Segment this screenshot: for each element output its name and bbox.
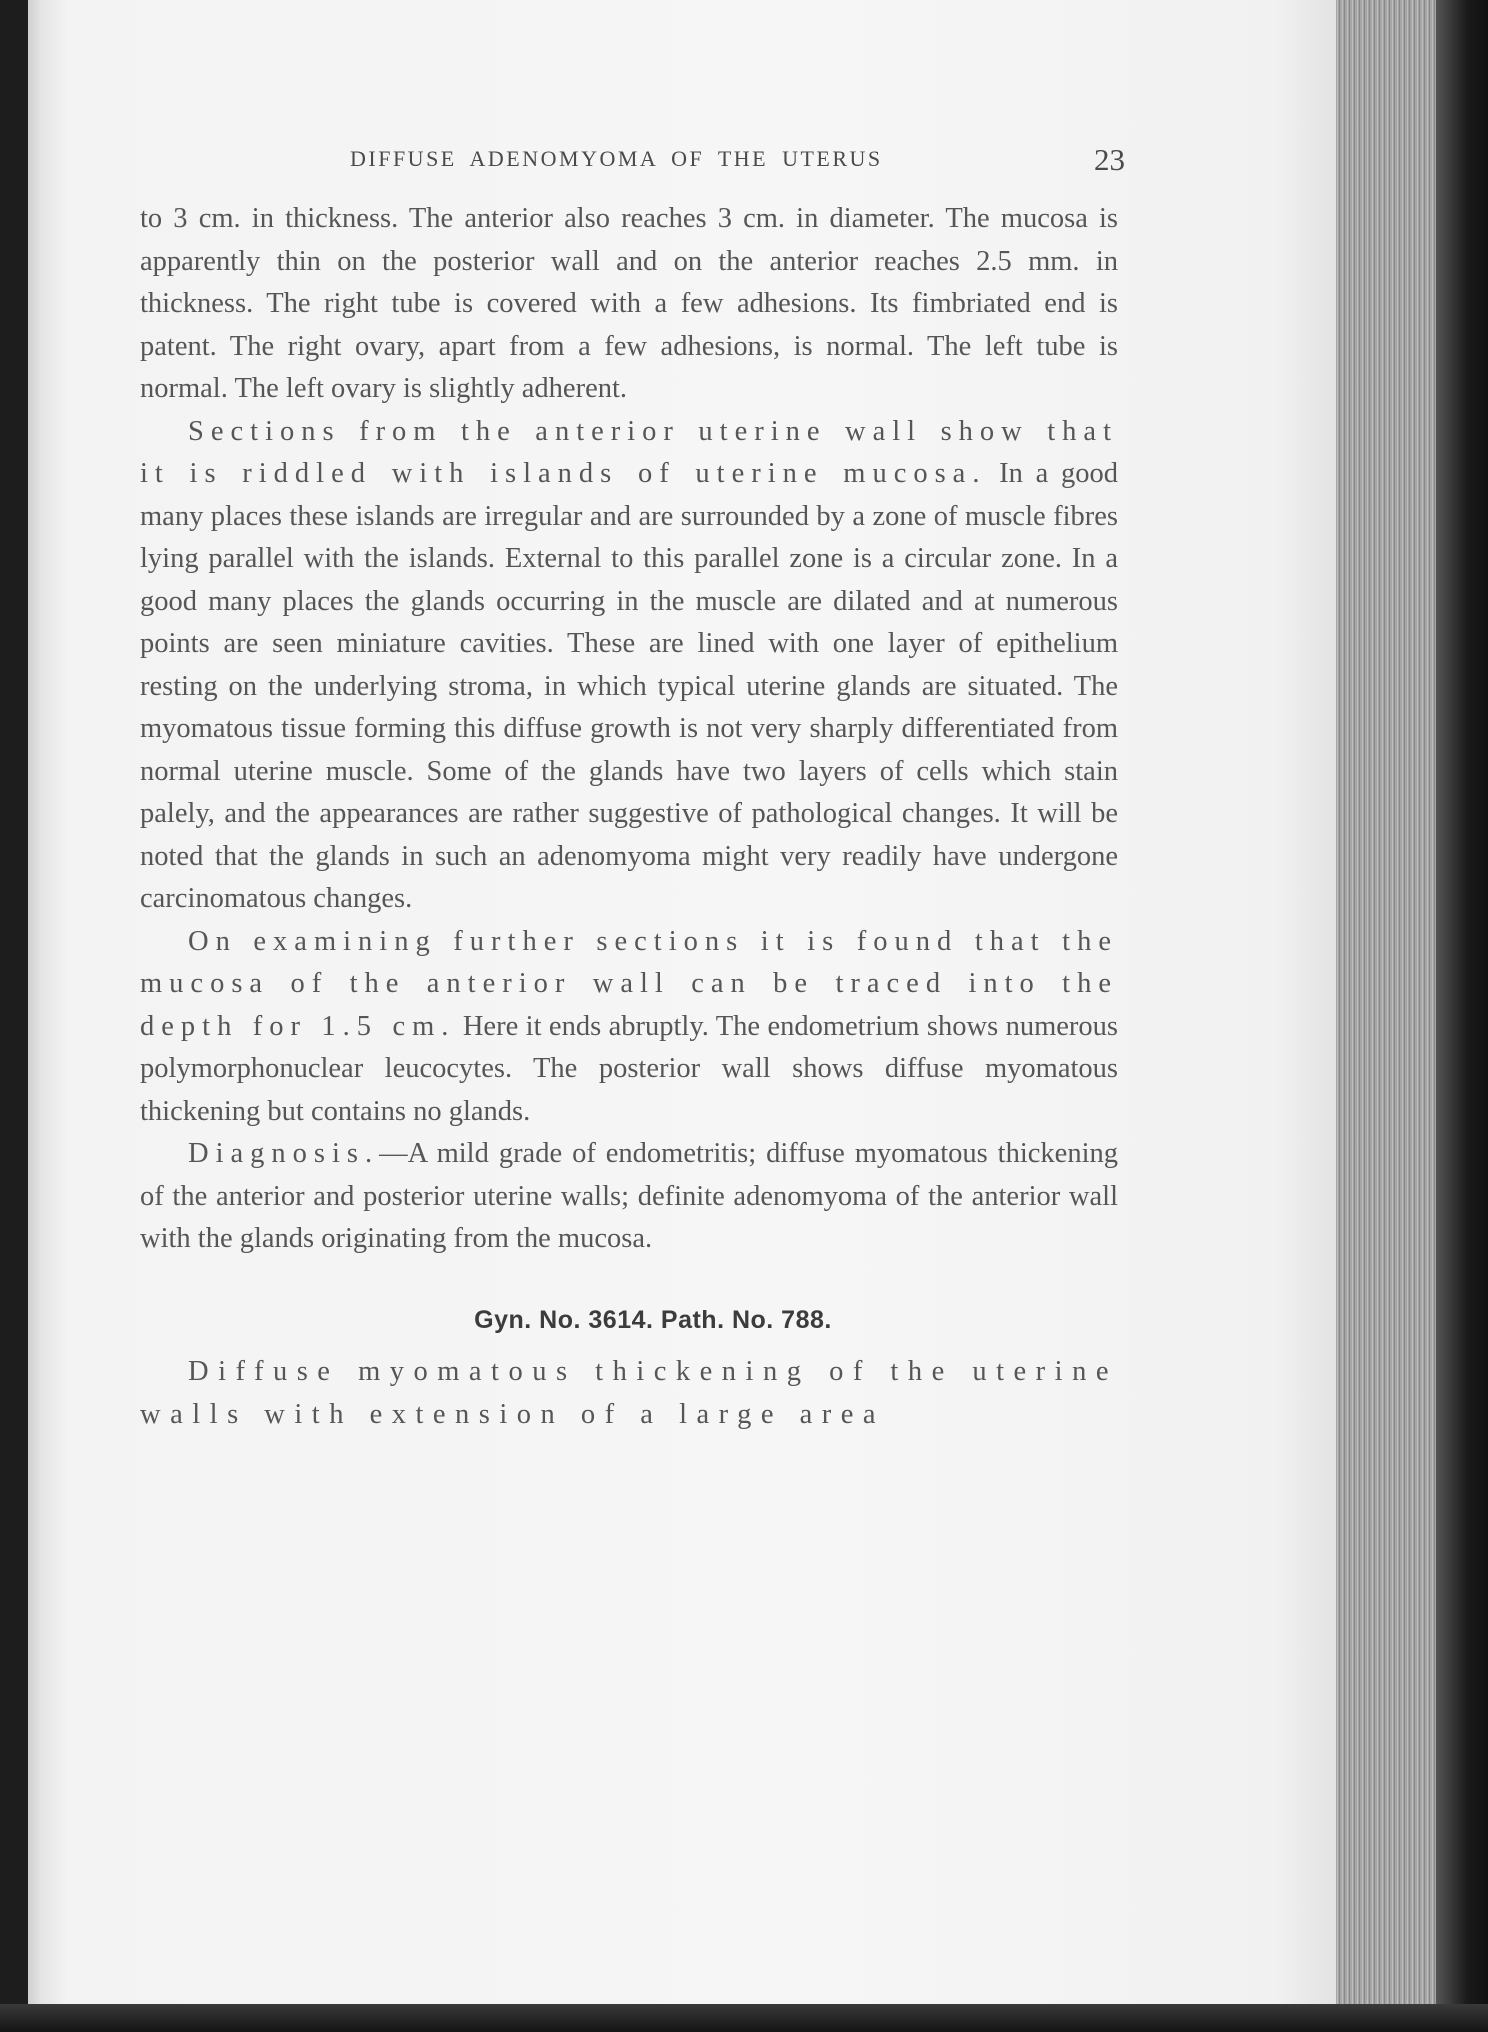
paragraph-lead: Sections from the anterior uterine wall show that it is riddled with islands of uterine mucosa. <box>140 415 1118 489</box>
paragraph-lead: Diagnosis. <box>188 1138 380 1169</box>
paragraph-text: Here it ends abruptly. The endometrium shows numerous polymorphonuclear leucocytes. The posterior wall shows diffuse myomatous thickening but contains no glands. <box>140 1010 1118 1127</box>
paragraph-sections <box>140 411 1118 921</box>
running-title: DIFFUSE ADENOMYOMA OF THE UTERUS <box>350 146 883 171</box>
paragraph-continuation <box>140 198 1118 411</box>
running-head <box>140 142 1125 182</box>
paragraph-lead: On examining further sections it is found that the mucosa of the anterior wall can be traced into the depth for 1.5 cm. <box>140 925 1118 1042</box>
case-heading: Gyn. No. 3614. Path. No. 788. <box>474 1305 832 1334</box>
paragraph-final <box>140 1351 1118 1436</box>
page-number: 23 <box>1094 142 1125 177</box>
paragraph-diagnosis <box>140 1133 1118 1261</box>
body-text <box>140 198 1118 1436</box>
paragraph-text: —A mild grade of endometritis; diffuse myomatous thickening of the anterior and posterior uterine walls; definite adenomyoma of the anterior wall with the glands originating from the mucosa. <box>140 1138 1118 1254</box>
paragraph-text: In a good many places these islands are irregular and are surrounded by a zone of muscle fibres lying parallel with the islands. External to this parallel zone is a circular zone. In a good many places the glands occurring in the muscle are dilated and at numerous points are seen miniature cavities. These are lined with one layer of epithelium resting on the underlying stroma, in which typical uterine glands are situated. The myomatous tissue forming this diffuse growth is not very sharply differentiated from normal uterine muscle. Some of the glands have two layers of cells which stain palely, and the appearances are rather suggestive of pathological changes. It will be noted that the glands in such an adenomyoma might very readily have undergone carcinomatous changes. <box>140 458 1119 914</box>
page-edges <box>1336 0 1436 2032</box>
paragraph-further-sections <box>140 921 1118 1134</box>
scan-bottom-edge <box>0 2004 1488 2032</box>
paragraph-text: to 3 cm. in thickness. The anterior also reaches 3 cm. in diameter. The mucosa is apparently thin on the posterior wall and on the anterior reaches 2.5 mm. in thickness. The right tube is covered with a few adhesions. Its fimbriated end is patent. The right ovary, apart from a few adhesions, is normal. The left tube is normal. The left ovary is slightly adherent. <box>140 203 1118 404</box>
paragraph-text: Diffuse myomatous thickening of the uterine walls with extension of a large area <box>140 1356 1118 1430</box>
